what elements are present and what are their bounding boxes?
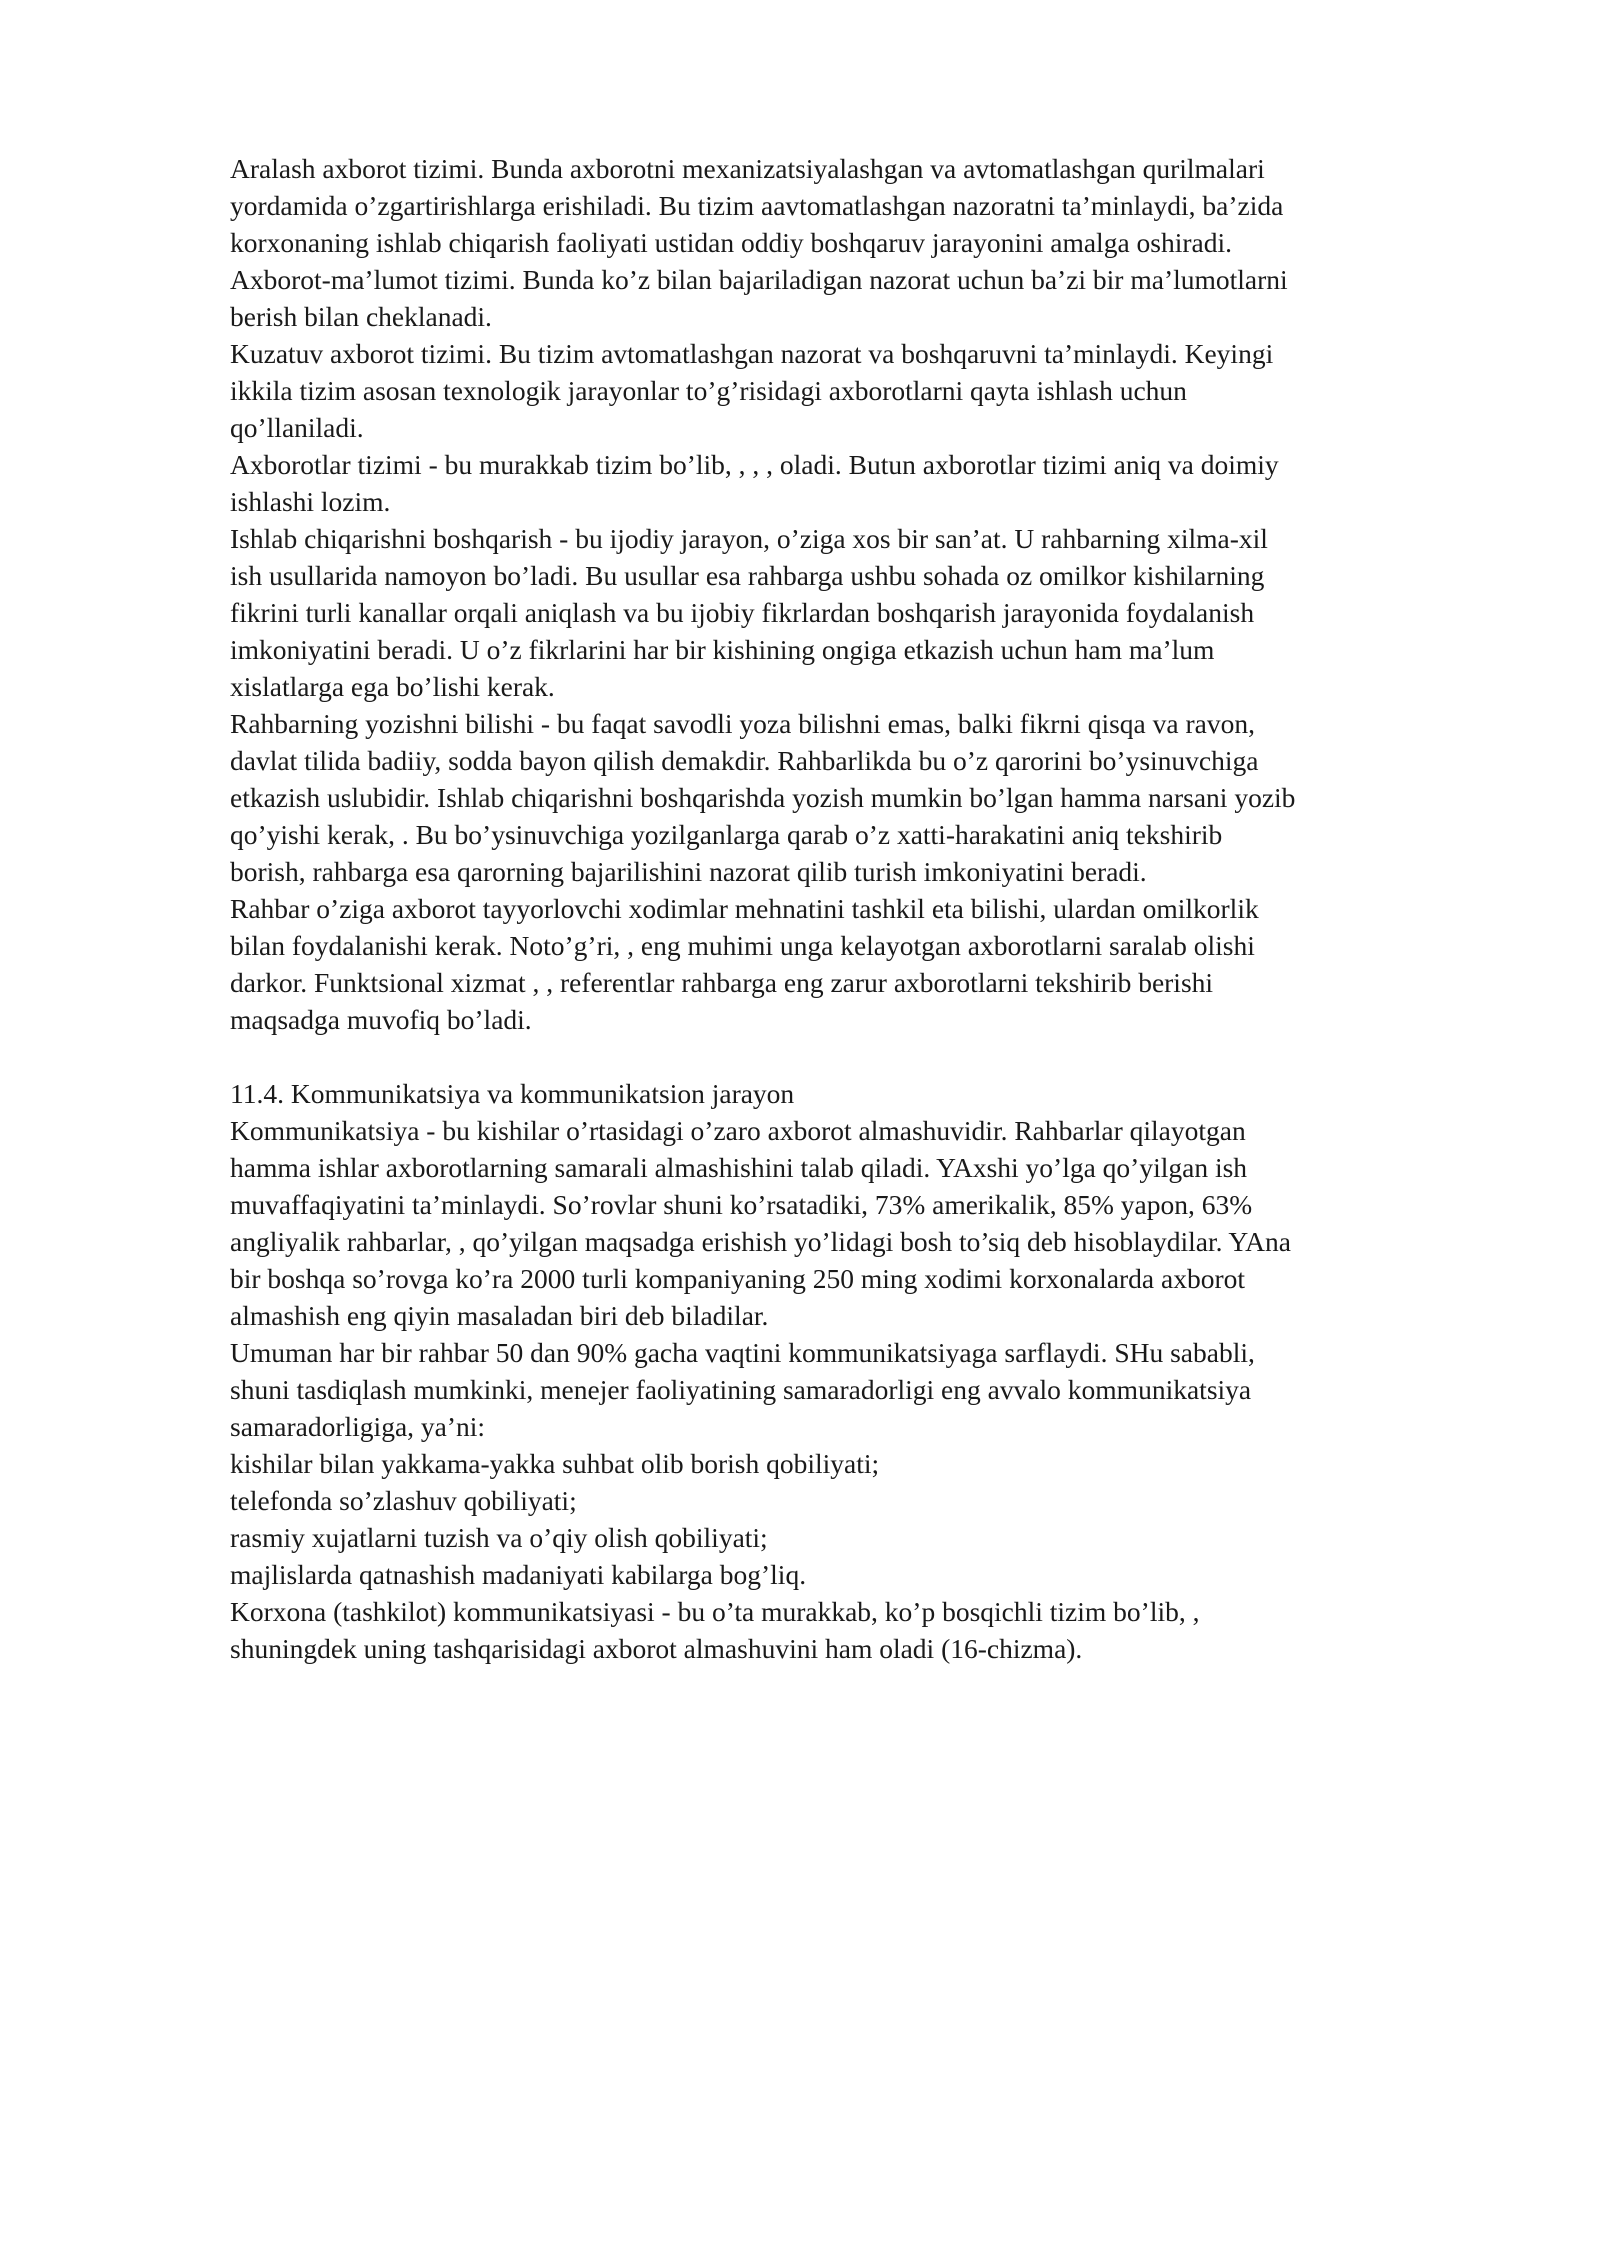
document-page [230, 150, 1530, 1667]
text-line: muvaffaqiyatini ta’minlaydi. So’rovlar shuni ko’rsatadiki, 73% amerikalik, 85% yapon, 63% [230, 1189, 1253, 1220]
paragraph [230, 1556, 1530, 1593]
paragraph [230, 335, 1530, 446]
text-line: ishlashi lozim. [230, 486, 391, 517]
text-line: almashish eng qiyin masaladan biri deb biladilar. [230, 1300, 769, 1331]
paragraph [230, 1519, 1530, 1556]
text-line: korxonaning ishlab chiqarish faoliyati ustidan oddiy boshqaruv jarayonini amalga oshiradi. [230, 227, 1233, 258]
text-line: berish bilan cheklanadi. [230, 301, 492, 332]
text-line: shuni tasdiqlash mumkinki, menejer faoliyatining samaradorligi eng avvalo kommunikatsiya [230, 1374, 1252, 1405]
paragraph [230, 890, 1530, 1038]
text-line: Axborot-ma’lumot tizimi. Bunda ko’z bilan bajariladigan nazorat uchun ba’zi bir ma’lumotlarni [230, 264, 1288, 295]
text-line: shuningdek uning tashqarisidagi axborot almashuvini ham oladi (16-chizma). [230, 1633, 1083, 1664]
text-line: fikrini turli kanallar orqali aniqlash va bu ijobiy fikrlardan boshqarish jarayonida foydalanish [230, 597, 1255, 628]
document-body-part-2 [230, 1112, 1530, 1667]
text-line: borish, rahbarga esa qarorning bajarilishini nazorat qilib turish imkoniyatini beradi. [230, 856, 1147, 887]
text-line: darkor. Funktsional xizmat , , referentlar rahbarga eng zarur axborotlarni tekshirib berishi [230, 967, 1214, 998]
paragraph [230, 1334, 1530, 1445]
paragraph [230, 705, 1530, 890]
paragraph [230, 1593, 1530, 1667]
text-line: angliyalik rahbarlar, , qo’yilgan maqsadga erishish yo’lidagi bosh to’siq deb hisoblaydilar. YAna [230, 1226, 1291, 1257]
text-line: telefonda so’zlashuv qobiliyati; [230, 1485, 577, 1516]
text-line: Aralash axborot tizimi. Bunda axborotni mexanizatsiyalashgan va avtomatlashgan qurilmalari [230, 153, 1265, 184]
text-line: Umuman har bir rahbar 50 dan 90% gacha vaqtini kommunikatsiyaga sarflaydi. SHu sababli, [230, 1337, 1255, 1368]
paragraph [230, 1445, 1530, 1482]
text-line: maqsadga muvofiq bo’ladi. [230, 1004, 532, 1035]
text-line: Korxona (tashkilot) kommunikatsiyasi - bu o’ta murakkab, ko’p bosqichli tizim bo’lib, , [230, 1596, 1200, 1627]
blank-line [230, 1038, 1530, 1075]
text-line: davlat tilida badiiy, sodda bayon qilish demakdir. Rahbarlikda bu o’z qarorini bo’ysinuvchiga [230, 745, 1259, 776]
paragraph [230, 446, 1530, 520]
paragraph [230, 1112, 1530, 1334]
text-line: Rahbarning yozishni bilishi - bu faqat savodli yoza bilishni emas, balki fikrni qisqa va ravon, [230, 708, 1255, 739]
text-line: Ishlab chiqarishni boshqarish - bu ijodiy jarayon, o’ziga xos bir san’at. U rahbarning xilma-xil [230, 523, 1268, 554]
paragraph [230, 1482, 1530, 1519]
text-line: imkoniyatini beradi. U o’z fikrlarini har bir kishining ongiga etkazish uchun ham ma’lum [230, 634, 1215, 665]
text-line: bir boshqa so’rovga ko’ra 2000 turli kompaniyaning 250 ming xodimi korxonalarda axborot [230, 1263, 1246, 1294]
text-line: samaradorligiga, ya’ni: [230, 1411, 486, 1442]
text-line: Axborotlar tizimi - bu murakkab tizim bo’lib, , , , oladi. Butun axborotlar tizimi aniq va doimiy [230, 449, 1279, 480]
text-line: yordamida o’zgartirishlarga erishiladi. Bu tizim aavtomatlashgan nazoratni ta’minlaydi, ba’zida [230, 190, 1284, 221]
text-line: kishilar bilan yakkama-yakka suhbat olib borish qobiliyati; [230, 1448, 880, 1479]
paragraph [230, 261, 1530, 335]
paragraph [230, 150, 1530, 261]
text-line: Kommunikatsiya - bu kishilar o’rtasidagi o’zaro axborot almashuvidir. Rahbarlar qilayotgan [230, 1115, 1246, 1146]
text-line: Rahbar o’ziga axborot tayyorlovchi xodimlar mehnatini tashkil eta bilishi, ulardan omilkorlik [230, 893, 1259, 924]
text-line: bilan foydalanishi kerak. Noto’g’ri, , eng muhimi unga kelayotgan axborotlarni saralab olishi [230, 930, 1255, 961]
text-line: majlislarda qatnashish madaniyati kabilarga bog’liq. [230, 1559, 807, 1590]
section-heading: 11.4. Kommunikatsiya va kommunikatsion jarayon [230, 1078, 795, 1109]
document-body-part-1 [230, 150, 1530, 1038]
text-line: xislatlarga ega bo’lishi kerak. [230, 671, 555, 702]
text-line: rasmiy xujatlarni tuzish va o’qiy olish qobiliyati; [230, 1522, 768, 1553]
text-line: qo’llaniladi. [230, 412, 364, 443]
text-line: etkazish uslubidir. Ishlab chiqarishni boshqarishda yozish mumkin bo’lgan hamma narsani yozib [230, 782, 1296, 813]
text-line: ish usullarida namoyon bo’ladi. Bu usullar esa rahbarga ushbu sohada oz omilkor kishilarning [230, 560, 1265, 591]
paragraph [230, 520, 1530, 705]
text-line: ikkila tizim asosan texnologik jarayonlar to’g’risidagi axborotlarni qayta ishlash uchun [230, 375, 1187, 406]
text-line: hamma ishlar axborotlarning samarali almashishini talab qiladi. YAxshi yo’lga qo’yilgan ish [230, 1152, 1248, 1183]
text-line: Kuzatuv axborot tizimi. Bu tizim avtomatlashgan nazorat va boshqaruvni ta’minlaydi. Keyingi [230, 338, 1274, 369]
text-line: qo’yishi kerak, . Bu bo’ysinuvchiga yozilganlarga qarab o’z xatti-harakatini aniq tekshirib [230, 819, 1223, 850]
